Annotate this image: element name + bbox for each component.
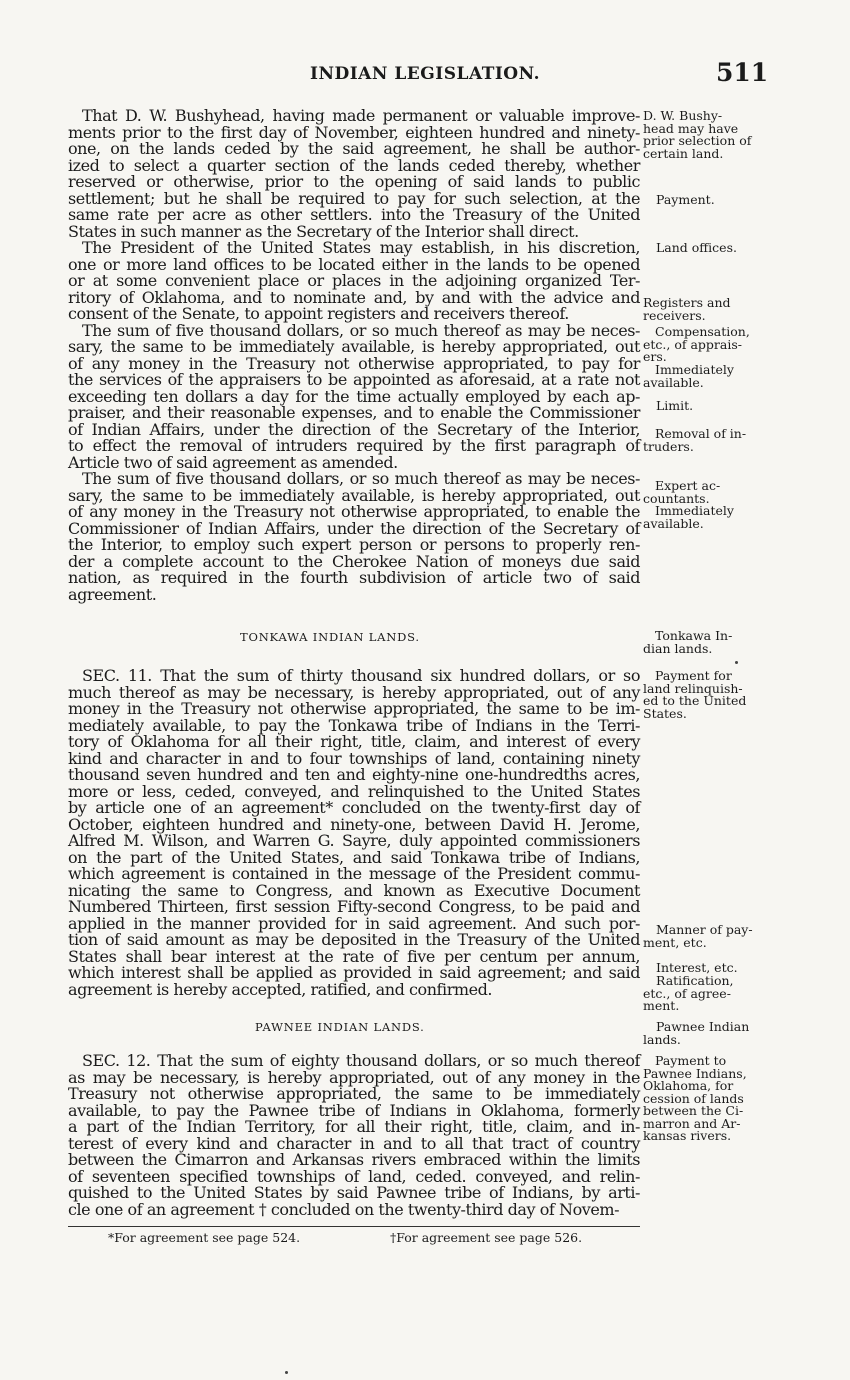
margin-line: Pawnee Indian <box>656 1019 750 1034</box>
text-line: nation, as required in the fourth subdivision of article two of said <box>68 568 640 587</box>
text-line: terest of every kind and character in and to all that tract of country <box>68 1133 640 1153</box>
margin-line: etc., of agree- <box>643 985 731 1001</box>
text-line: tory of Oklahoma for all their right, title, claim, and interest of every <box>68 732 640 751</box>
text-line: der a complete account to the Cherokee Nation of moneys due said <box>68 551 640 571</box>
running-head-title: INDIAN LEGISLATION. <box>310 64 540 84</box>
margin-line: Expert ac- <box>655 478 721 493</box>
margin-line: ment, etc. <box>643 934 707 950</box>
text-line: thousand seven hundred and ten and eighty-nine one-hundredths acres, <box>68 765 640 784</box>
print-speck <box>285 1371 288 1374</box>
margin-line: Compensation, <box>655 324 750 339</box>
margin-line: etc., of apprais- <box>643 336 742 352</box>
text-line: applied in the manner provided for in said agreement. And such por- <box>68 913 640 933</box>
text-line: Treasury not otherwise appropriated, the same to be immediately <box>68 1084 640 1103</box>
text-line: Alfred M. Wilson, and Warren G. Sayre, duly appointed commissioners <box>68 831 640 850</box>
text-line: Numbered Thirteen, first session Fifty-second Congress, to be paid and <box>68 897 640 916</box>
margin-note-removal <box>643 428 763 453</box>
margin-note-immediately-available-2 <box>643 505 763 530</box>
text-line: more or less, ceded, conveyed, and relinquished to the United States <box>68 781 640 801</box>
margin-line: cession of lands <box>643 1090 744 1106</box>
text-line: or at some convenient place or places in the adjoining organized Ter- <box>68 271 640 290</box>
margin-line: States. <box>643 705 687 721</box>
margin-line: certain land. <box>643 145 724 161</box>
text-line: nicating the same to Congress, and known as Executive Document <box>68 880 640 900</box>
text-line: ized to select a quarter section of the lands ceded thereby, whether <box>68 155 640 175</box>
footnote-right: †For agreement see page 526. <box>390 1230 583 1245</box>
text-block-sec-11 <box>68 668 640 998</box>
margin-line: Manner of pay- <box>656 922 753 937</box>
margin-line: Payment for <box>655 668 732 683</box>
margin-line: Payment to <box>655 1053 727 1068</box>
text-line: much thereof as may be necessary, is hereby appropriated, out of any <box>68 682 640 702</box>
text-line: agreement is hereby accepted, ratified, and confirmed. <box>68 979 493 999</box>
margin-line: available. <box>643 374 704 390</box>
text-line: the Interior, to employ such expert person or persons to properly ren- <box>68 535 640 554</box>
text-line: The sum of five thousand dollars, or so much thereof as may be neces- <box>82 320 640 340</box>
margin-line: ed to the United <box>643 693 747 708</box>
margin-note-payment-relinquished <box>643 670 763 720</box>
margin-line: ment. <box>643 998 680 1013</box>
text-line: which agreement is contained in the message of the President commu- <box>68 864 640 883</box>
margin-note-bushyhead <box>643 110 763 160</box>
text-line: as may be necessary, is hereby appropriated, out of any money in the <box>68 1067 640 1087</box>
text-line: quished to the United States by said Pawnee tribe of Indians, by arti- <box>68 1183 640 1202</box>
margin-note-expert-accountants <box>643 480 763 505</box>
text-line: cle one of an agreement † concluded on the twenty-third day of Novem- <box>68 1199 620 1219</box>
text-line: of seventeen specified townships of land, ceded. conveyed, and relin- <box>68 1166 640 1186</box>
text-line: October, eighteen hundred and ninety-one, between David H. Jerome, <box>68 814 640 834</box>
margin-note-registers <box>643 297 763 322</box>
text-line: States in such manner as the Secretary of the Interior shall direct. <box>68 221 579 241</box>
text-line: reserved or otherwise, prior to the opening of said lands to public <box>68 172 640 191</box>
margin-note-ratification <box>643 975 763 1013</box>
text-line: of Indian Affairs, under the direction of the Secretary of the Interior, <box>68 419 640 439</box>
text-line: one, on the lands ceded by the said agreement, he shall be author- <box>68 139 640 158</box>
text-line: on the part of the United States, and said Tonkawa tribe of Indians, <box>68 847 640 867</box>
text-line: by article one of an agreement* concluded on the twenty-first day of <box>68 798 640 817</box>
margin-line: Interest, etc. <box>656 960 738 975</box>
text-block-bushyhead <box>68 108 640 603</box>
text-line: sary, the same to be immediately available, is hereby appropriated, out <box>68 485 640 505</box>
text-line: SEC. 12. That the sum of eighty thousand dollars, or so much thereof <box>82 1051 640 1070</box>
margin-line: D. W. Bushy- <box>643 108 723 123</box>
text-line: exceeding ten dollars a day for the time actually employed by each ap- <box>68 386 640 406</box>
margin-line: Immediately <box>655 362 734 377</box>
margin-line: head may have <box>643 120 739 136</box>
margin-line: marron and Ar- <box>643 1115 741 1131</box>
footnote-left: *For agreement see page 524. <box>108 1230 301 1245</box>
margin-line: Removal of in- <box>655 426 747 441</box>
margin-line: Payment. <box>656 192 715 207</box>
text-line: The President of the United States may establish, in his discretion, <box>82 238 640 257</box>
text-line: Article two of said agreement as amended. <box>68 452 398 472</box>
text-line: same rate per acre as other settlers. into the Treasury of the United <box>68 205 640 224</box>
margin-line: land relinquish- <box>643 680 743 696</box>
text-line: money in the Treasury not otherwise appropriated, the same to be im- <box>68 699 640 718</box>
text-line: to effect the removal of intruders required by the first paragraph of <box>68 436 640 455</box>
text-line: available, to pay the Pawnee tribe of Indians in Oklahoma, formerly <box>68 1100 640 1120</box>
margin-note-manner-of-payment <box>643 922 776 950</box>
margin-line: Oklahoma, for <box>643 1078 734 1093</box>
margin-line: prior selection of <box>643 133 752 148</box>
footnote-rule <box>68 1226 640 1227</box>
text-line: of any money in the Treasury not otherwise appropriated, to enable the <box>68 502 640 521</box>
margin-note-land-offices <box>656 242 776 255</box>
text-line: of any money in the Treasury not otherwise appropriated, to pay for <box>68 353 640 373</box>
margin-line: Tonkawa In- <box>655 628 733 643</box>
text-line: ments prior to the first day of November, eighteen hundred and ninety- <box>68 122 640 142</box>
margin-line: ers. <box>643 349 667 364</box>
margin-note-pawnee-lands <box>643 1019 776 1047</box>
text-line: agreement. <box>68 584 157 604</box>
margin-note-payment <box>656 194 776 207</box>
text-line: settlement; but he shall be required to pay for such selection, at the <box>68 188 640 208</box>
text-line: one or more land offices to be located either in the lands to be opened <box>68 254 640 274</box>
text-line: between the Cimarron and Arkansas rivers embraced within the limits <box>68 1150 640 1169</box>
margin-line: kansas rivers. <box>643 1128 732 1143</box>
margin-line: lands. <box>643 1031 681 1047</box>
text-block-sec-12 <box>68 1053 640 1218</box>
heading-pawnee-indian-lands: PAWNEE INDIAN LANDS. <box>255 1020 425 1034</box>
page-number: 511 <box>716 58 769 87</box>
margin-line: Pawnee Indians, <box>643 1065 747 1081</box>
text-line: Commissioner of Indian Affairs, under the direction of the Secretary of <box>68 518 640 538</box>
margin-line: Limit. <box>656 398 694 413</box>
margin-note-immediately-available-1 <box>643 364 763 389</box>
margin-note-limit <box>656 400 776 413</box>
margin-line: Ratification, <box>656 973 734 988</box>
margin-line: available. <box>643 515 704 531</box>
text-line: a part of the Indian Territory, for all their right, title, claim, and in- <box>68 1117 640 1136</box>
margin-line: Registers and <box>643 295 731 310</box>
text-line: consent of the Senate, to appoint registers and receivers thereof. <box>68 304 569 323</box>
margin-line: countants. <box>643 490 710 506</box>
margin-line: Immediately <box>655 503 734 518</box>
text-line: tion of said amount as may be deposited in the Treasury of the United <box>68 930 640 949</box>
print-speck <box>735 661 738 664</box>
margin-line: dian lands. <box>643 640 713 656</box>
margin-line: between the Ci- <box>643 1103 744 1118</box>
heading-tonkawa-indian-lands: TONKAWA INDIAN LANDS. <box>240 630 420 644</box>
margin-note-tonkawa-lands <box>643 630 763 655</box>
text-line: which interest shall be applied as provided in said agreement; and said <box>68 963 640 982</box>
margin-line: Land offices. <box>656 240 737 255</box>
text-line: That D. W. Bushyhead, having made permanent or valuable improve- <box>82 106 640 125</box>
text-line: praiser, and their reasonable expenses, and to enable the Commissioner <box>68 403 640 422</box>
text-line: the services of the appraisers to be appointed as aforesaid, at a rate not <box>68 370 640 389</box>
margin-line: receivers. <box>643 307 706 323</box>
margin-note-payment-pawnee <box>643 1055 763 1143</box>
text-line: ritory of Oklahoma, and to nominate and, by and with the advice and <box>68 287 640 307</box>
text-line: States shall bear interest at the rate of five per centum per annum, <box>68 946 640 966</box>
text-line: sary, the same to be immediately available, is hereby appropriated, out <box>68 337 640 356</box>
text-line: mediately available, to pay the Tonkawa tribe of Indians in the Terri- <box>68 715 640 735</box>
text-line: SEC. 11. That the sum of thirty thousand six hundred dollars, or so <box>82 666 640 685</box>
margin-note-compensation <box>643 326 763 364</box>
text-line: kind and character in and to four townships of land, containing ninety <box>68 748 640 768</box>
margin-line: truders. <box>643 438 694 454</box>
text-line: The sum of five thousand dollars, or so much thereof as may be neces- <box>82 469 640 488</box>
